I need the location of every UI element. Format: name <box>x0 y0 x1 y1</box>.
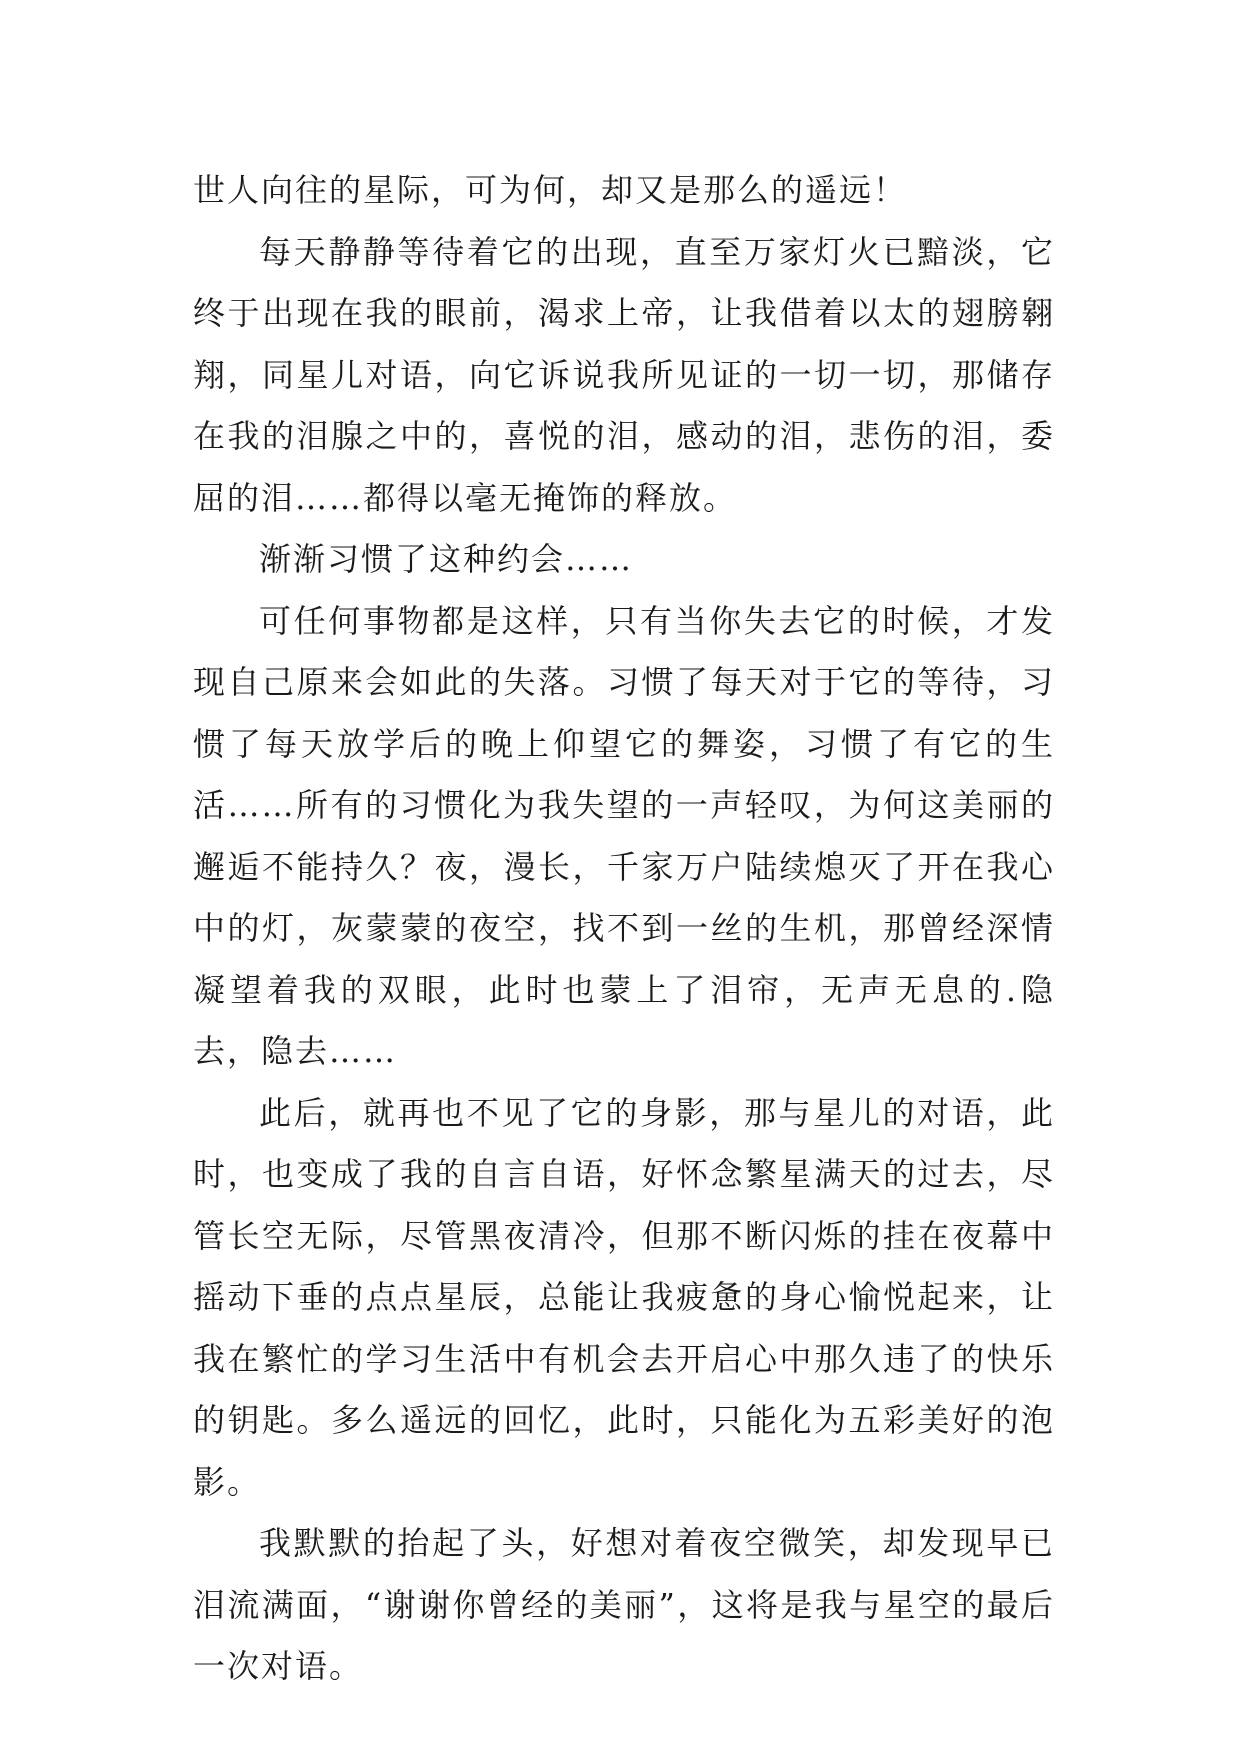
paragraph-4: 可任何事物都是这样，只有当你失去它的时候，才发现自己原来会如此的失落。习惯了每天对于它的等待，习惯了每天放学后的晚上仰望它的舞姿，习惯了有它的生活……所有的习惯化为我失望的一声轻叹，为何这美丽的邂逅不能持久？夜，漫长，千家万户陆续熄灭了开在我心中的灯，灰蒙蒙的夜空，找不到一丝的生机，那曾经深情凝望着我的双眼，此时也蒙上了泪帘，无声无息的.隐去，隐去…… <box>193 601 1055 1070</box>
paragraph-6: 我默默的抬起了头，好想对着夜空微笑，却发现早已泪流满面，“谢谢你曾经的美丽”，这将是我与星空的最后一次对语。 <box>193 1524 1055 1685</box>
essay-body <box>193 160 1055 1698</box>
paragraph-1: 世人向往的星际，可为何，却又是那么的遥远！ <box>193 171 908 209</box>
paragraph-3: 渐渐习惯了这种约会…… <box>259 540 634 578</box>
paragraph-5: 此后，就再也不见了它的身影，那与星儿的对语，此时，也变成了我的自言自语，好怀念繁星满天的过去，尽管长空无际，尽管黑夜清冷，但那不断闪烁的挂在夜幕中摇动下垂的点点星辰，总能让我疲惫的身心愉悦起来，让我在繁忙的学习生活中有机会去开启心中那久违了的快乐的钥匙。多么遥远的回忆，此时，只能化为五彩美好的泡影。 <box>193 1093 1055 1501</box>
paragraph-2: 每天静静等待着它的出现，直至万家灯火已黯淡，它终于出现在我的眼前，渴求上帝，让我借着以太的翅膀翱翔，同星儿对语，向它诉说我所见证的一切一切，那储存在我的泪腺之中的，喜悦的泪，感动的泪，悲伤的泪，委屈的泪……都得以毫无掩饰的释放。 <box>193 232 1055 517</box>
